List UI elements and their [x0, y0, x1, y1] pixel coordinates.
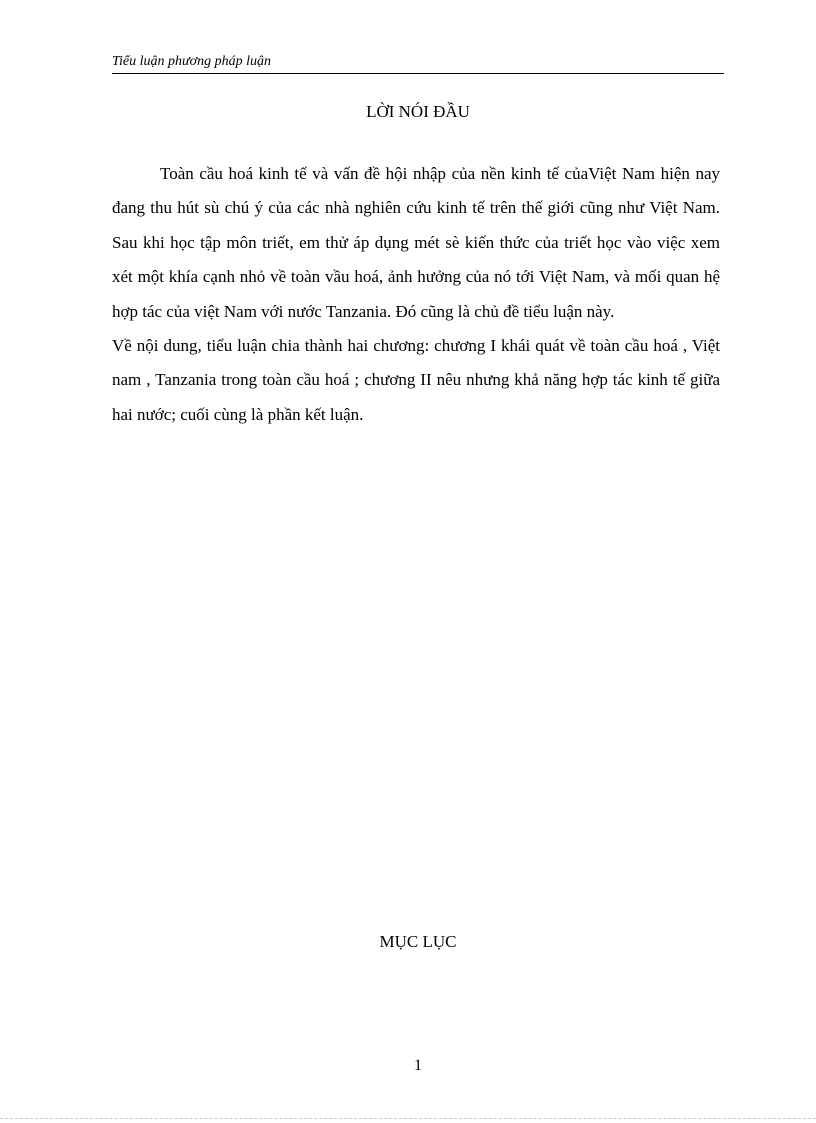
preface-body: [112, 157, 720, 432]
preface-heading: LỜI NÓI ĐẦU: [366, 102, 470, 121]
running-header: Tiểu luận phương pháp luận: [112, 53, 724, 74]
toc-heading: MỤC LỤC: [379, 932, 457, 951]
preface-paragraph-1: Toàn cầu hoá kinh tế và vấn đề hội nhập của nền kinh tế củaViệt Nam hiện nay đang thu hút sù chú ý của các nhà nghiên cứu kinh tế trên thế giới cũng như Việt Nam. Sau khi học tập môn triết, em thử áp dụng mét sè kiến thức của triết học vào việc xem xét một khía cạnh nhỏ về toàn vầu hoá, ảnh hưởng của nó tới Việt Nam, và mối quan hệ hợp tác của việt Nam với nước Tanzania. Đó cũng là chủ đề tiểu luận này.: [112, 164, 720, 321]
page-bottom-divider: [0, 1118, 816, 1119]
preface-paragraph-2: Về nội dung, tiểu luận chia thành hai chương: chương I khái quát về toàn cầu hoá , Việt nam , Tanzania trong toàn cầu hoá ; chương II nêu nhưng khả năng hợp tác kinh tế giữa hai nước; cuối cùng là phần kết luận.: [112, 336, 720, 424]
page-number: 1: [414, 1057, 422, 1074]
